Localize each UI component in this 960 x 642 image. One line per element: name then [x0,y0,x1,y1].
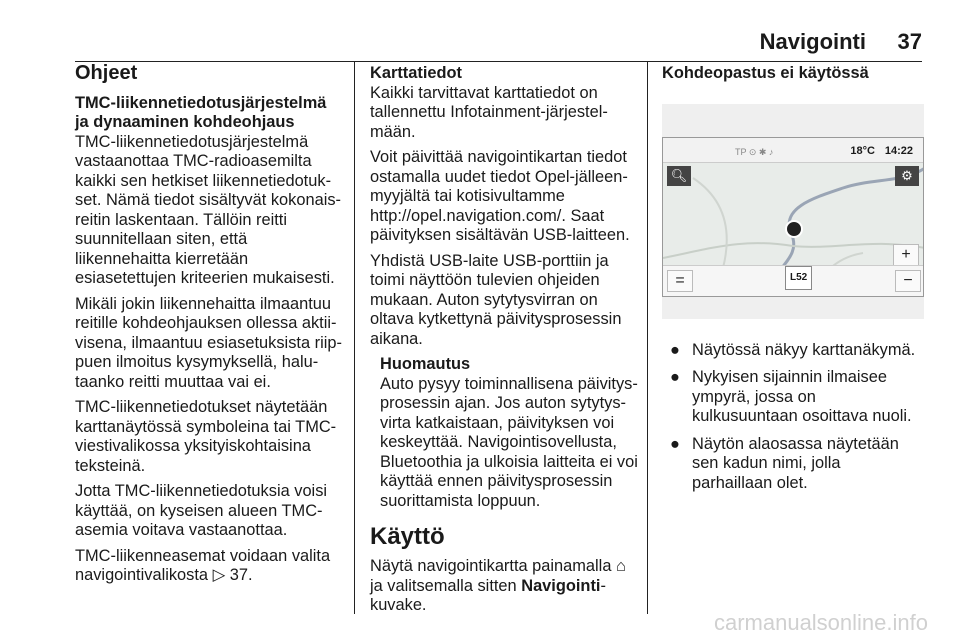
page-number: 37 [897,29,922,54]
gear-icon[interactable]: ⚙ [895,166,919,186]
list-item [662,368,924,427]
column-2 [370,64,638,622]
navigation-screenshot [662,104,924,319]
column-3 [662,64,924,501]
list-item-text: Näytössä näkyy karttanäkymä. [692,340,916,359]
paragraph-text: -kuvake. [370,576,606,614]
navigointi-label: Navigointi [521,576,601,595]
map-bottom-bar [663,265,924,296]
list-item-text: Nykyisen sijainnin ilmaisee ympyrä, jossa on kulkusuuntaan osoittava nuoli. [692,368,912,425]
temperature-label: 18°C [850,144,875,157]
column-1 [75,64,343,592]
list-item [662,341,924,361]
paragraph: Kaikki tarvittavat karttatiedot on tallennettu Infotainment-järjestelmään. [370,83,608,141]
home-icon: ⌂ [616,557,626,575]
watermark: carmanualsonline.info [713,610,928,635]
note-title: Huomautus [380,355,471,373]
zoom-out-icon[interactable]: − [895,270,921,292]
paragraph [75,547,343,586]
page-reference-link[interactable]: ▷ 37. [212,566,253,584]
list-item [662,435,924,494]
paragraph: Mikäli jokin liikennehaitta ilmaantuu reitille kohdeohjauksen ollessa aktiivisena, ilmaantuu esiasetuksista riippuen ilmoitus kysymyksellä, halutaanko reitti muuttaa vai ei. [75,294,342,391]
column-divider-1 [354,62,355,614]
paragraph-text: ja valitsemalla sitten [370,576,517,595]
zoom-in-icon[interactable]: + [893,244,919,266]
paragraph: Yhdistä USB-laite USB-porttiin ja toimi näyttöön tulevien ohjeiden mukaan. Auton sytytysvirran on oltava kytkettynä päivitysprosessin aikana. [370,251,622,348]
road-name-label: L52 [785,266,812,290]
clock-label: 14:22 [884,144,913,157]
note-text: Auto pysyy toiminnallisena päivitysprosessin ajan. Jos auton sytytysvirta katkaistaan, päivityksen voi keskeyttää. Navigointisovellusta, Bluetoothia ja ulkoisia laitteita ei voi käyttää ennen päivitysprosessin suorittamista loppuun. [380,374,638,510]
paragraph: Jotta TMC-liikennetiedotuksia voisi käyttää, on kyseisen alueen TMC-asemia voitava vastaanottaa. [75,482,328,539]
column-divider-2 [647,62,648,614]
bullet-icon: ● [670,368,680,386]
page-header [0,10,960,58]
subheading-kohdeopastus: Kohdeopastus ei käytössä [662,64,869,82]
status-bar [663,138,924,163]
note-box [380,355,638,511]
paragraph-text: TMC-liikenneasemat voidaan valita navigointivalikosta [75,546,331,584]
paragraph [370,557,638,616]
bullet-icon: ● [670,340,680,359]
page-title: Navigointi [759,29,866,54]
paragraph: TMC-liikennetiedotukset näytetään karttanäytössä symboleina tai TMC-viestivalikossa yksityiskohtaisina teksteinä. [75,398,337,475]
search-icon[interactable]: 🔍︎ [667,166,691,186]
paragraph: TMC-liikennetiedotusjärjestelmä vastaanottaa TMC-radioasemilta kaikki sen hetkiset liikennetiedotukset. Nämä tiedot sisältyvät kokonaisreitin laskentaan. Tällöin reitti suunnitellaan siten, että liikennehaitta kierretään esiasetettujen kriteerien mukaisesti. [75,132,342,287]
map-screen [662,137,924,297]
section-title-ohjeet: Ohjeet [75,62,138,84]
menu-icon[interactable]: = [667,270,693,292]
bullet-icon: ● [670,434,680,453]
list-item-text: Näytön alaosassa näytetään sen kadun nimi, jolla parhaillaan olet. [692,434,899,492]
paragraph-text: Näytä navigointikartta painamalla [370,557,612,575]
section-title-kaytto: Käyttö [370,523,445,550]
subheading-tmc: TMC-liikennetiedotusjärjestelmä ja dynaaminen kohdeohjaus [75,93,327,131]
subheading-karttatiedot: Karttatiedot [370,64,462,82]
status-icons: TP ⊙ ✱ ♪ [735,146,774,157]
paragraph: Voit päivittää navigointikartan tiedot ostamalla uudet tiedot Opel-jälleenmyyjältä tai kotisivultamme http://opel.navigation.com/. Saat päivityksen sisältävän USB-laitteen. [370,148,630,244]
map-road [693,178,727,268]
bullet-list [662,341,924,494]
current-position-icon [785,220,803,238]
header-rule [75,61,922,62]
